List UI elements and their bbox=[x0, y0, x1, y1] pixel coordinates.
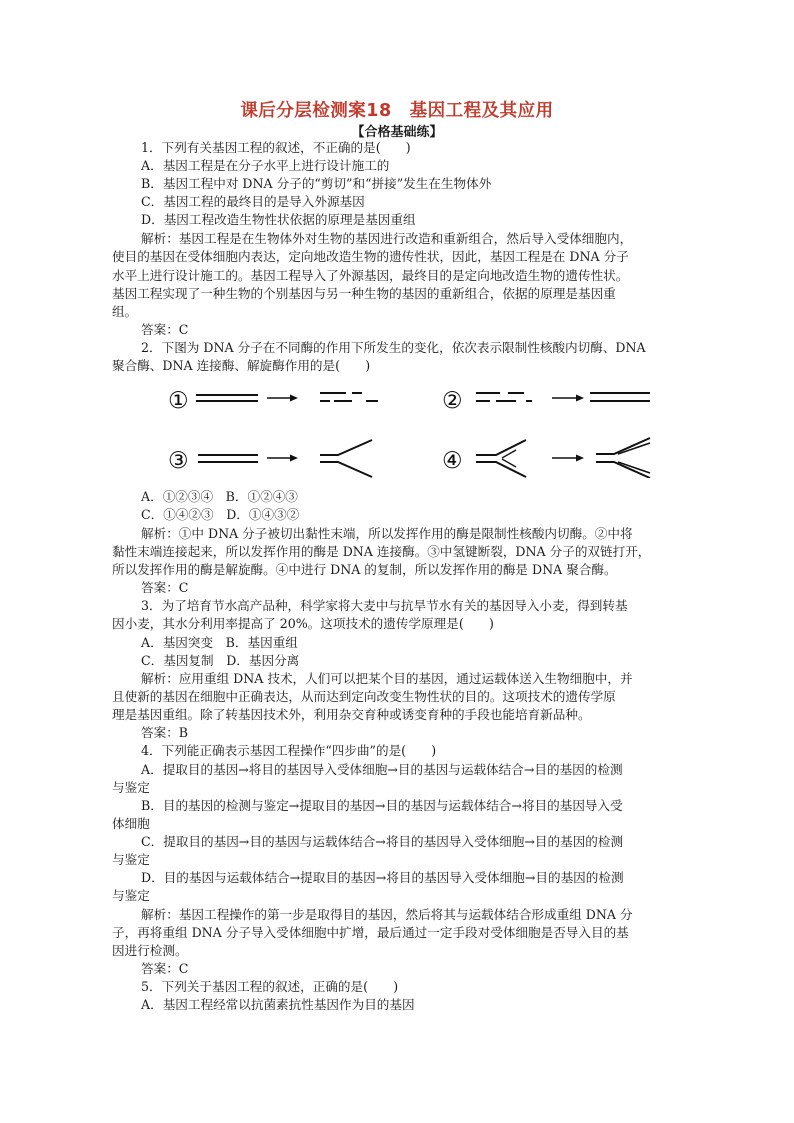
q4-stem: 4．下列能正确表示基因工程操作“四步曲”的是( ) bbox=[141, 743, 437, 758]
q1-explanation: 基因工程实现了一种生物的个别基因与另一种生物的基因的重新组合，依据的原理是基因重 bbox=[112, 286, 616, 301]
q1-explanation: 水平上进行设计施工的。基因工程导入了外源基因，最终目的是定向地改造生物的遗传性状。 bbox=[112, 268, 629, 283]
q2-explanation: 黏性末端连接起来，所以发挥作用的酶是 DNA 连接酶。③中氢键断裂，DNA 分子的双链打开， bbox=[112, 544, 651, 559]
q4-option-a: 与鉴定 bbox=[112, 780, 150, 795]
q4-explanation: 子，再将重组 DNA 分子导入受体细胞中扩增，最后通过一定手段对受体细胞是否导入目的基 bbox=[112, 925, 629, 940]
q4-option-c: 与鉴定 bbox=[112, 852, 150, 867]
diagram-label-3: ③ bbox=[168, 448, 189, 474]
q3-explanation: 解析：应用重组 DNA 技术，人们可以把某个目的基因，通过运载体送入生物细胞中，并 bbox=[141, 671, 633, 686]
q3-explanation: 且使新的基因在细胞中正确表达，从而达到定向改变生物性状的目的。这项技术的遗传学原 bbox=[112, 689, 616, 704]
q5-stem: 5．下列关于基因工程的叙述，正确的是( ) bbox=[141, 979, 399, 994]
q4-option-d: D．目的基因与运载体结合→提取目的基因→将目的基因导入受体细胞→目的基因的检测 bbox=[141, 870, 624, 885]
q1-option-d: D．基因工程改造生物性状依据的原理是基因重组 bbox=[141, 212, 416, 227]
q3-options-cd: C．基因复制 D．基因分离 bbox=[141, 653, 300, 668]
q3-stem: 因小麦，其水分利用率提高了 20%。这项技术的遗传学原理是( ) bbox=[112, 616, 494, 631]
q4-explanation: 解析：基因工程操作的第一步是取得目的基因，然后将其与运载体结合形成重组 DNA 分 bbox=[141, 907, 633, 922]
q4-option-a: A．提取目的基因→将目的基因导入受体细胞→目的基因与运载体结合→目的基因的检测 bbox=[141, 762, 623, 777]
q3-answer: 答案：B bbox=[141, 725, 189, 740]
page-title: 课后分层检测案18 基因工程及其应用 bbox=[240, 101, 554, 121]
q4-answer: 答案：C bbox=[141, 961, 189, 976]
diagram-label-2: ② bbox=[442, 388, 463, 414]
q1-explanation: 组。 bbox=[112, 304, 138, 319]
q5-option-a: A．基因工程经常以抗菌素抗性基因作为目的基因 bbox=[141, 997, 415, 1012]
diagram-label-1: ① bbox=[168, 388, 189, 414]
q4-explanation: 因进行检测。 bbox=[112, 943, 188, 958]
q1-answer: 答案：C bbox=[141, 322, 189, 337]
q1-option-b: B．基因工程中对 DNA 分子的“剪切”和“拼接”发生在生物体外 bbox=[141, 176, 492, 191]
q4-option-c: C．提取目的基因→目的基因与运载体结合→将目的基因导入受体细胞→目的基因的检测 bbox=[141, 834, 624, 849]
q2-answer: 答案：C bbox=[141, 580, 189, 595]
q3-stem: 3．为了培育节水高产品种，科学家将大麦中与抗旱节水有关的基因导入小麦，得到转基 bbox=[141, 598, 628, 613]
q3-explanation: 理是基因重组。除了转基因技术外，利用杂交育种或诱变育种的手段也能培育新品种。 bbox=[112, 707, 591, 722]
q2-stem: 聚合酶、DNA 连接酶、解旋酶作用的是( ) bbox=[112, 358, 371, 373]
q4-option-b: 体细胞 bbox=[112, 816, 150, 831]
q1-option-c: C．基因工程的最终目的是导入外源基因 bbox=[141, 194, 365, 209]
q2-options-cd: C．①④②③ D．①④③② bbox=[141, 507, 300, 522]
q1-explanation: 使目的基因在受体细胞内表达，定向地改造生物的遗传性状，因此，基因工程是在 DNA 分子 bbox=[112, 249, 629, 264]
q4-option-b: B．目的基因的检测与鉴定→提取目的基因→目的基因与运载体结合→将目的基因导入受 bbox=[141, 798, 623, 813]
q2-options-ab: A．①②③④ B．①②④③ bbox=[141, 489, 298, 504]
q4-option-d: 与鉴定 bbox=[112, 888, 150, 903]
dna-enzyme-diagram bbox=[112, 378, 682, 478]
q2-stem: 2．下图为 DNA 分子在不同酶的作用下所发生的变化，依次表示限制性核酸内切酶、DNA bbox=[141, 340, 646, 355]
q2-explanation: 所以发挥作用的酶是解旋酶。④中进行 DNA 的复制，所以发挥作用的酶是 DNA 聚合酶。 bbox=[112, 562, 617, 577]
q2-explanation: 解析：①中 DNA 分子被切出黏性末端，所以发挥作用的酶是限制性核酸内切酶。②中将 bbox=[141, 526, 633, 541]
diagram-label-4: ④ bbox=[442, 448, 463, 474]
q1-option-a: A．基因工程是在分子水平上进行设计施工的 bbox=[141, 158, 390, 173]
section-heading: 【合格基础练】 bbox=[351, 125, 443, 140]
q1-explanation: 解析：基因工程是在生物体外对生物的基因进行改造和重新组合，然后导入受体细胞内， bbox=[141, 231, 633, 246]
q1-stem: 1．下列有关基因工程的叙述，不正确的是( ) bbox=[141, 140, 411, 155]
q3-options-ab: A．基因突变 B．基因重组 bbox=[141, 635, 298, 650]
